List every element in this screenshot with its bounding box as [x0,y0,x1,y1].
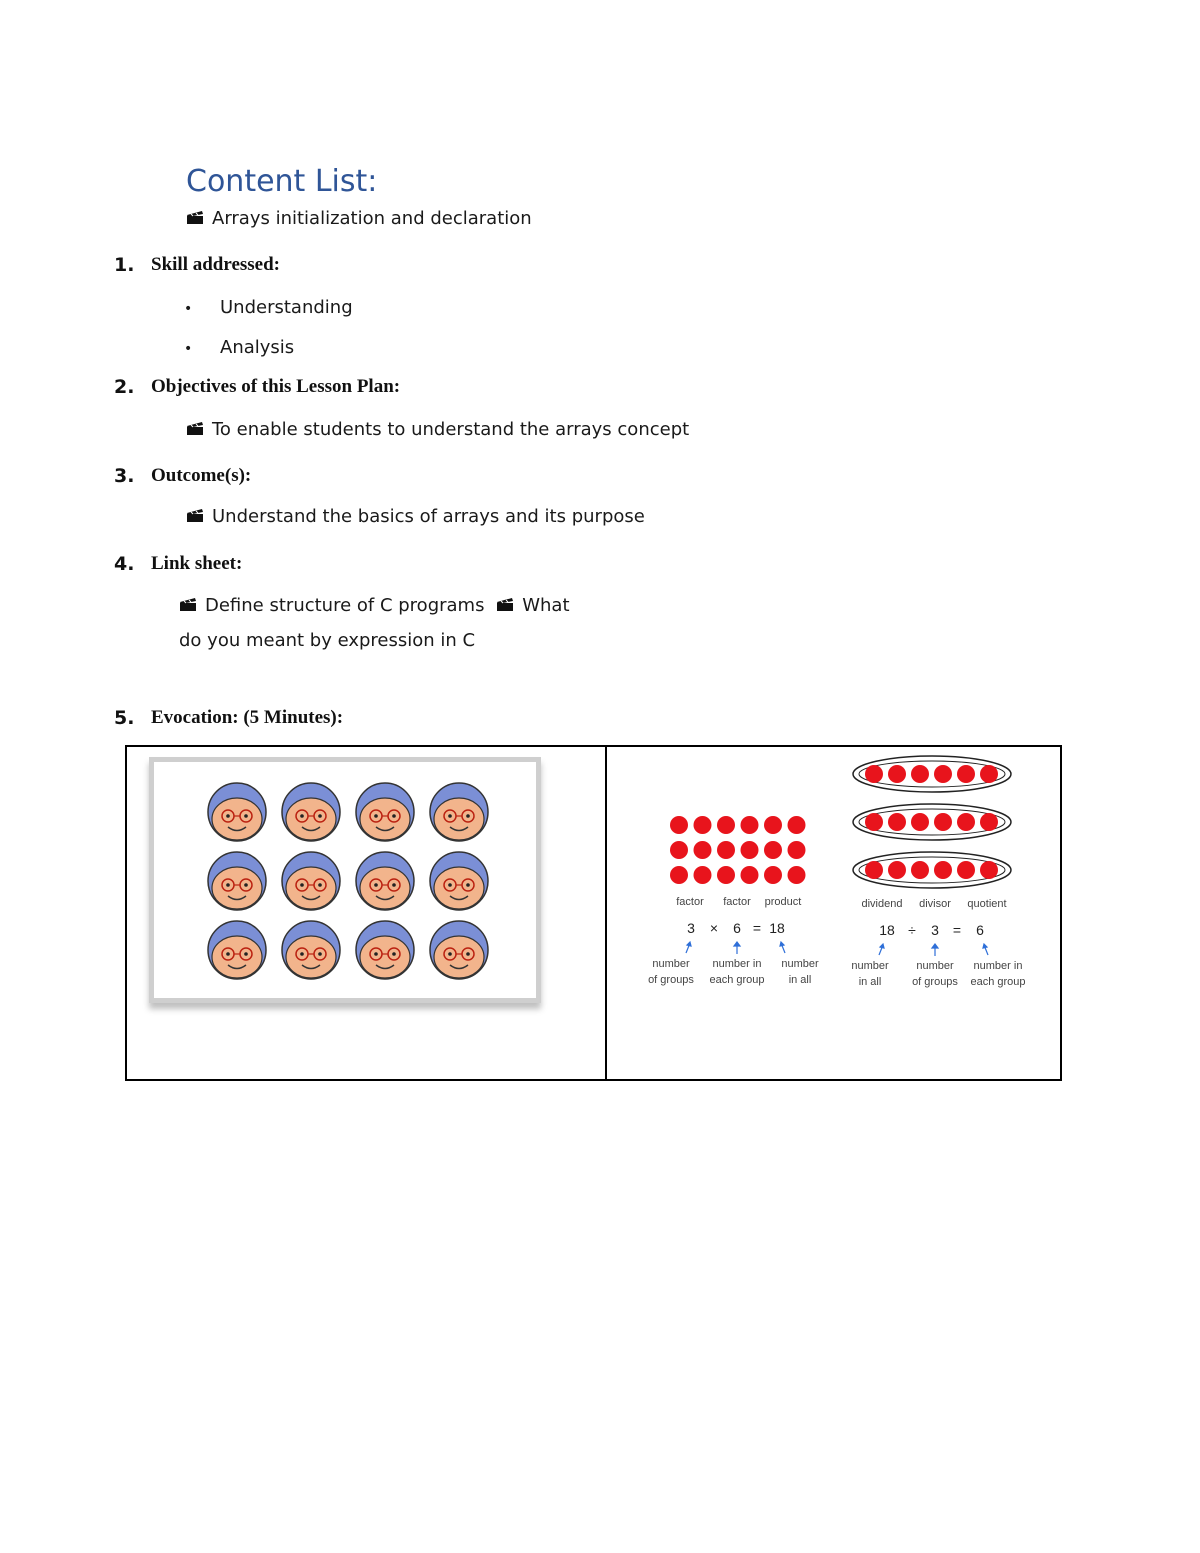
face-icon [356,783,414,841]
faces-grid [154,762,536,998]
clapperboard-icon [186,509,204,523]
red-dot [670,841,688,859]
red-dot [788,866,806,884]
face-icon [430,783,488,841]
div-note: number [851,960,889,972]
red-dot [980,861,998,879]
evocation-heading: Evocation: (5 Minutes): [151,707,344,728]
div-eq: ÷ [908,922,916,938]
skill-bullet: • Understanding [184,297,353,318]
face-icon [430,852,488,910]
red-dot [865,765,883,783]
red-dot [865,861,883,879]
mult-label: factor [723,896,751,908]
clapperboard-icon [496,598,514,612]
mult-eq: × [709,920,719,936]
div-label: dividend [861,898,903,910]
red-dot [911,813,929,831]
link-heading: Link sheet: [151,553,243,574]
content-list-title: Content List: [186,164,378,199]
red-dot [911,861,929,879]
div-eq: = [952,922,962,938]
mult-eq: 3 [687,920,695,936]
outcome-heading: Outcome(s): [151,465,252,486]
red-dot [670,816,688,834]
red-dot [741,866,759,884]
skill-bullet: • Analysis [184,337,295,358]
red-dot [934,765,952,783]
red-dot [670,866,688,884]
clapperboard-icon [186,211,204,225]
mult-note: number [652,958,690,970]
face-icon [430,921,488,979]
div-label: divisor [919,898,951,910]
red-dot [934,861,952,879]
face-icon [356,921,414,979]
red-dot [717,866,735,884]
red-dot [694,841,712,859]
div-eq: 6 [976,922,984,938]
red-dot [888,861,906,879]
red-dot [741,816,759,834]
red-dot [764,816,782,834]
face-icon [208,921,266,979]
outcome-item: Understand the basics of arrays and its purpose [186,506,645,527]
red-dot [694,816,712,834]
mult-label: factor [676,896,704,908]
red-dot [957,813,975,831]
link-item-continued: do you meant by expression in C [179,630,476,651]
mult-note: in all [788,974,812,986]
red-dot [957,765,975,783]
faces-array-image [149,757,541,1003]
evocation-table [125,745,1062,1081]
div-label: quotient [967,898,1007,910]
div-eq: 3 [931,922,939,938]
mult-arrows [686,942,785,954]
face-icon [208,852,266,910]
red-dot [764,866,782,884]
red-dot [741,841,759,859]
mult-eq: = [752,920,762,936]
div-note: each group [970,976,1026,988]
face-icon [356,852,414,910]
objectives-heading: Objectives of this Lesson Plan: [151,376,401,397]
mult-label: product [764,896,802,908]
red-dot [788,841,806,859]
objectives-item: To enable students to understand the arrays concept [186,419,689,440]
div-note: number in [973,960,1023,972]
content-list-item: Arrays initialization and declaration [186,208,532,229]
mult-note: number [781,958,819,970]
division-dot-groups [853,756,1011,888]
div-note: of groups [912,976,958,988]
clapperboard-icon [186,422,204,436]
skill-heading: Skill addressed: [151,254,280,275]
red-dot [888,813,906,831]
face-icon [282,852,340,910]
red-dot [694,866,712,884]
section-number: 3. [114,465,135,487]
red-dot [888,765,906,783]
div-note: number [916,960,954,972]
red-dot [980,813,998,831]
red-dot [717,816,735,834]
face-icon [208,783,266,841]
section-number: 5. [114,707,135,729]
div-note: in all [858,976,882,988]
face-icon [282,921,340,979]
section-number: 4. [114,553,135,575]
multiplication-dot-array [670,816,806,884]
red-dot [934,813,952,831]
mult-eq: 6 [733,920,741,936]
div-arrows [879,944,988,956]
red-dot [865,813,883,831]
red-dot [957,861,975,879]
mult-eq: 18 [769,920,785,936]
red-dot [764,841,782,859]
div-eq: 18 [879,922,895,938]
multiplication-division-diagram [607,747,1060,1079]
face-icon [282,783,340,841]
red-dot [980,765,998,783]
mult-note: of groups [648,974,694,986]
clapperboard-icon [179,598,197,612]
mult-note: number in [712,958,762,970]
mult-note: each group [709,974,765,986]
red-dot [717,841,735,859]
section-number: 2. [114,376,135,398]
section-number: 1. [114,254,135,276]
link-item: Define structure of C programs What [179,595,570,616]
red-dot [911,765,929,783]
red-dot [788,816,806,834]
